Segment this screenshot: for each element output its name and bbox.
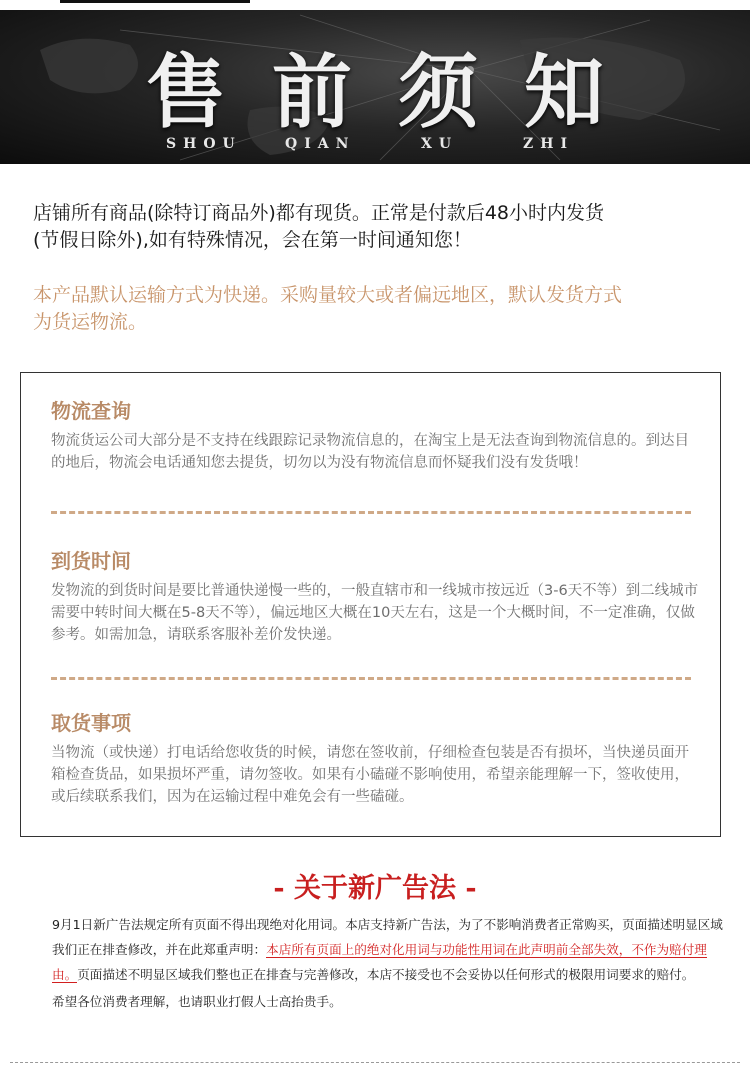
ad-law-statement	[22, 912, 732, 1014]
section-body: 当物流（或快递）打电话给您收货的时候，请您在签收前，仔细检查包装是否有损坏，当快递员面开箱检查货品，如果损坏严重，请勿签收。如果有小磕碰不影响使用，希望亲能理解一下，签收使用，或后续联系我们，因为在运输过程中难免会有一些磕碰。	[51, 745, 689, 805]
section-logistics-query	[51, 395, 701, 474]
section-title: 取货事项	[51, 711, 131, 735]
section-arrival-time	[51, 545, 701, 646]
stock-notice-line: (节假日除外),如有特殊情况，会在第一时间通知您！	[33, 229, 472, 251]
section-title: 到货时间	[51, 549, 131, 573]
section-body: 物流货运公司大部分是不支持在线跟踪记录物流信息的，在淘宝上是无法查询到物流信息的。到达目的地后，物流会电话通知您去提货，切勿以为没有物流信息而怀疑我们没有发货哦！	[51, 433, 689, 471]
stock-notice	[33, 200, 723, 254]
banner-subtitle-word: XU	[421, 136, 459, 152]
banner-title-char: 知	[524, 45, 604, 139]
logistics-info-box	[20, 372, 721, 837]
section-pickup-notes	[51, 707, 701, 808]
banner-subtitle	[0, 136, 750, 160]
ad-law-text: 页面描述不明显区域我们整也正在排查与完善修改，本店不接受也不会妥协以任何形式的极限用词要求的赔付。	[77, 967, 695, 982]
shipping-method-line: 为货运物流。	[33, 311, 148, 333]
banner-subtitle-word: ZHI	[523, 136, 574, 152]
ad-law-title: - 关于新广告法 -	[273, 873, 477, 904]
dashed-divider	[51, 677, 691, 680]
ad-law-paragraph	[22, 912, 732, 987]
section-title: 物流查询	[51, 399, 131, 423]
bottom-dashed-divider	[10, 1062, 740, 1063]
banner-title	[0, 28, 750, 143]
ad-law-paragraph: 希望各位消费者理解，也请职业打假人士高抬贵手。	[52, 994, 342, 1009]
ad-law-red-declaration: 本店所有页面上的绝对化用词与功能性用词在此声明前全部失效，不作为赔付理由。	[52, 942, 707, 982]
shipping-method-notice	[33, 282, 723, 336]
banner-subtitle-word: SHOU	[166, 136, 242, 152]
section-body: 发物流的到货时间是要比普通快递慢一些的，一般直辖市和一线城市按远近（3-6天不等）到二线城市需要中转时间大概在5-8天不等），偏远地区大概在10天左右，这是一个大概时间，不一定准确，仅做参考。如需加急，请联系客服补差价发快递。	[51, 583, 699, 643]
banner-title-char: 须	[398, 45, 478, 139]
dashed-divider	[51, 511, 691, 514]
banner-title-char: 售	[146, 45, 226, 139]
shipping-method-line: 本产品默认运输方式为快递。采购量较大或者偏远地区，默认发货方式	[33, 284, 623, 306]
stock-notice-line: 店铺所有商品(除特订商品外)都有现货。正常是付款后48小时内发货	[33, 202, 605, 224]
banner-title-char: 前	[272, 45, 352, 139]
top-rule	[60, 0, 250, 3]
ad-law-text: 9月1日新广告法规定所有页面不得出现绝对化用词。本店支持新广告法，为了不影响消费者正常购买，页面描述明显区域我们正在排查修改，并在此郑重声明：	[52, 917, 723, 957]
banner-subtitle-word: QIAN	[285, 136, 356, 152]
presale-banner	[0, 10, 750, 164]
